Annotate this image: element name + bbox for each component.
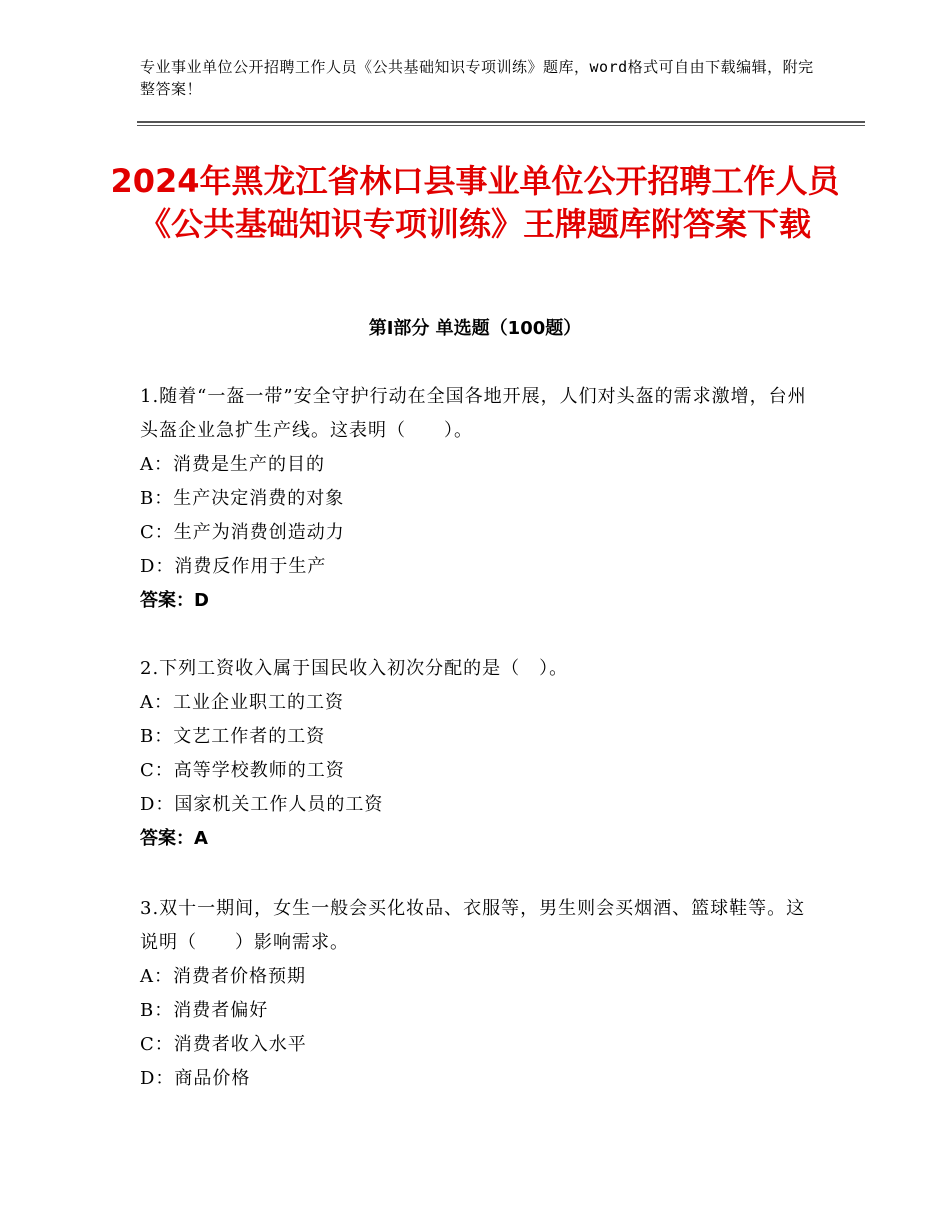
option-d: D：国家机关工作人员的工资: [140, 794, 384, 815]
header-rule-bottom: [137, 125, 865, 126]
option-c: C：生产为消费创造动力: [140, 522, 345, 543]
question-stem: 3.双十一期间，女生一般会买化妆品、衣服等，男生则会买烟酒、篮球鞋等。这说明（ ）影响需求。: [140, 898, 806, 953]
question-1: [140, 380, 810, 618]
question-stem: 1.随着“一盔一带”安全守护行动在全国各地开展，人们对头盔的需求激增，台州头盔企业急扩生产线。这表明（ ）。: [140, 386, 807, 441]
option-d: D：商品价格: [140, 1068, 251, 1089]
answer: 答案：D: [140, 590, 209, 611]
question-3: [140, 892, 810, 1096]
option-d: D：消费反作用于生产: [140, 556, 327, 577]
question-stem: 2.下列工资收入属于国民收入初次分配的是（ ）。: [140, 658, 569, 679]
option-b: B：生产决定消费的对象: [140, 488, 345, 509]
option-a: A：消费者价格预期: [140, 966, 306, 987]
document-title: 2024年黑龙江省林口县事业单位公开招聘工作人员《公共基础知识专项训练》王牌题库附答案下载: [110, 162, 840, 243]
option-c: C：高等学校教师的工资: [140, 760, 345, 781]
answer: 答案：A: [140, 828, 208, 849]
option-b: B：文艺工作者的工资: [140, 726, 326, 747]
question-2: [140, 652, 810, 856]
option-a: A：消费是生产的目的: [140, 454, 325, 475]
section-title: 第Ⅰ部分 单选题（100题）: [368, 318, 582, 339]
header-note: 专业事业单位公开招聘工作人员《公共基础知识专项训练》题库，word格式可自由下载编辑，附完整答案！: [140, 58, 814, 98]
option-a: A：工业企业职工的工资: [140, 692, 344, 713]
option-c: C：消费者收入水平: [140, 1034, 307, 1055]
header-rule-top: [137, 121, 865, 123]
option-b: B：消费者偏好: [140, 1000, 269, 1021]
